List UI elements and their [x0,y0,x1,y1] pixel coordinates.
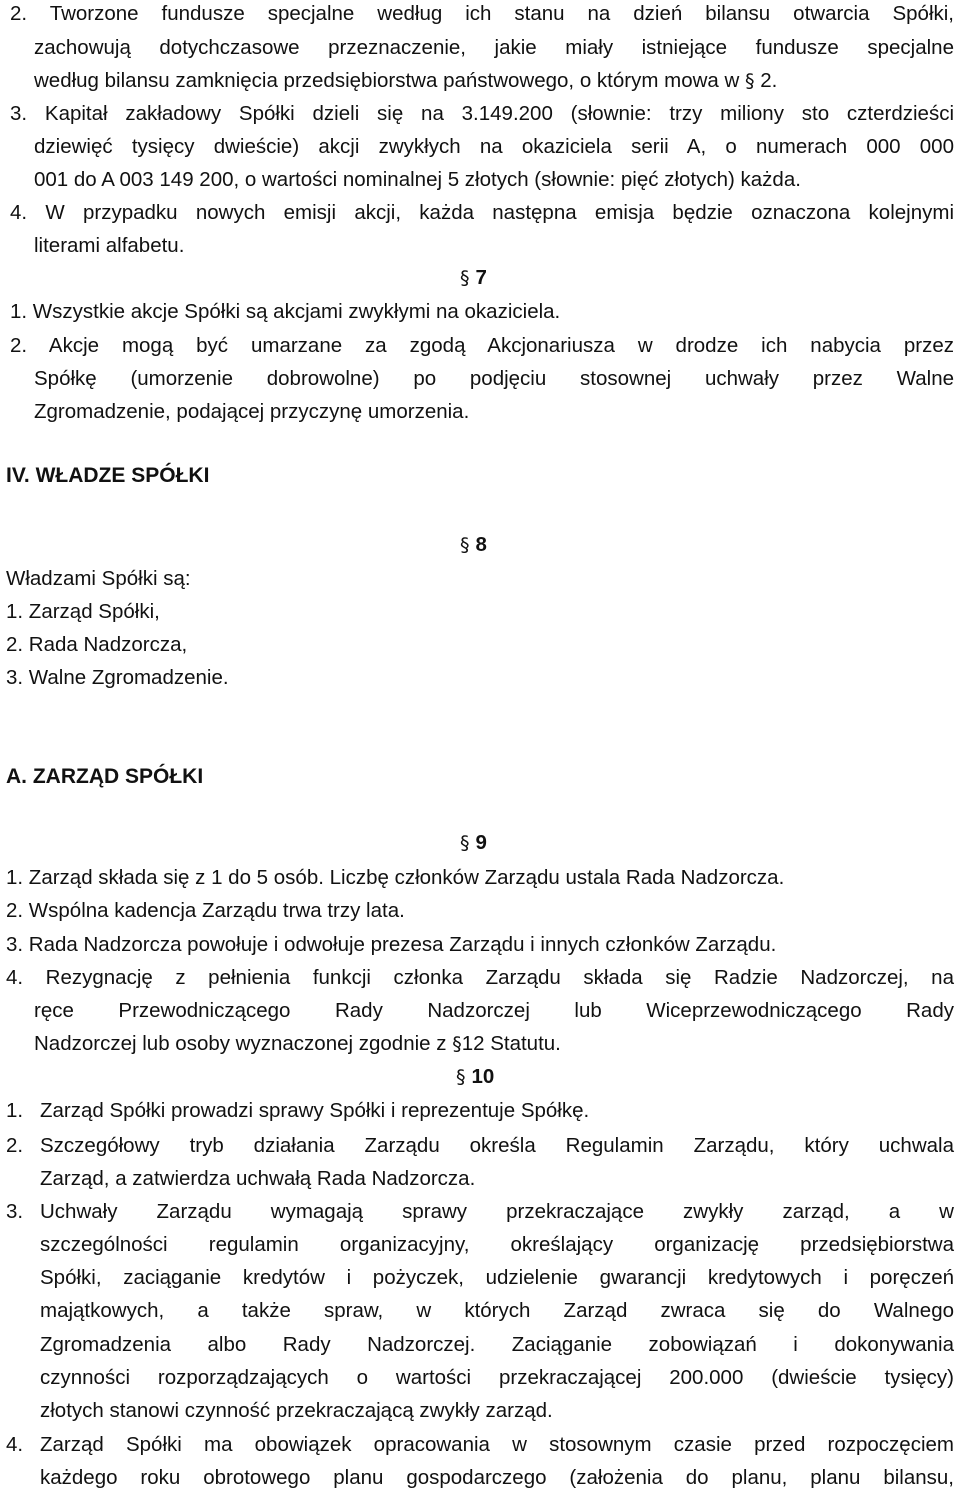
section-9-paragraph-1: 1. Zarząd składa się z 1 do 5 osób. Liczbę członków Zarządu ustala Rada Nadzorcza. [6,866,785,889]
section-10-paragraph-1-marker: 1. [6,1099,24,1122]
section-10-paragraph-3-line-6: czynności rozporządzających o wartości przekraczającej 200.000 (dwieście tysięcy) [40,1366,954,1389]
section-7-number: 7 [475,266,487,289]
section-10-paragraph-4-line-1: Zarząd Spółki ma obowiązek opracowania w stosownym czasie przed rozpoczęciem [40,1433,954,1456]
section-7-paragraph-1: 1. Wszystkie akcje Spółki są akcjami zwykłymi na okaziciela. [10,300,561,323]
section-8-heading [460,533,487,557]
section-symbol: § [745,70,755,92]
section-symbol: § [460,534,470,556]
section-10-paragraph-3-line-2: szczególności regulamin organizacyjny, określający organizację przedsiębiorstwa [40,1233,954,1256]
paragraph-3-line-3: 001 do A 003 149 200, o wartości nominalnej 5 złotych (słownie: pięć złotych) każda. [34,168,801,191]
paragraph-2-line-3-text: według bilansu zamknięcia przedsiębiorstwa państwowego, o którym mowa w [34,69,740,92]
paragraph-4-line-2: literami alfabetu. [34,234,185,257]
chapter-iv-title: IV. WŁADZE SPÓŁKI [6,464,210,487]
section-10-paragraph-3-line-3: Spółki, zaciąganie kredytów i pożyczek, udzielenie gwarancji kredytowych i poręczeń [40,1266,954,1289]
section-10-paragraph-4-marker: 4. [6,1433,24,1456]
section-10-paragraph-3-line-7: złotych stanowi czynność przekraczającą zwykły zarząd. [40,1399,553,1422]
section-9-paragraph-4-line-3-text: Nadzorczej lub osoby wyznaczonej zgodnie z [34,1032,447,1055]
paragraph-2-line-3 [34,69,777,93]
section-7-paragraph-2-line-2: Spółkę (umorzenie dobrowolne) po podjęciu stosownej uchwały przez Walne [34,367,954,390]
section-10-paragraph-2-line-2: Zarząd, a zatwierdza uchwałą Rada Nadzorcza. [40,1167,476,1190]
section-8-item-1: 1. Zarząd Spółki, [6,600,160,623]
section-10-paragraph-1-line-1: Zarząd Spółki prowadzi sprawy Spółki i reprezentuje Spółkę. [40,1099,590,1122]
section-9-paragraph-4-line-1: 4. Rezygnację z pełnienia funkcji członka Zarządu składa się Radzie Nadzorczej, na [6,966,954,989]
section-10-paragraph-2-marker: 2. [6,1134,24,1157]
section-10-paragraph-3-marker: 3. [6,1200,24,1223]
section-9-paragraph-4-reference: 12 Statutu. [461,1032,561,1055]
section-7-heading [460,266,487,290]
section-7-paragraph-2-line-1: 2. Akcje mogą być umarzane za zgodą Akcjonariusza w drodze ich nabycia przez [10,334,954,357]
section-9-number: 9 [475,831,487,854]
section-symbol: § [460,832,470,854]
section-symbol: § [452,1033,462,1055]
paragraph-3-line-2: dziewięć tysięcy dwieście) akcji zwykłych na okaziciela serii A, o numerach 000 000 [34,135,954,158]
section-10-paragraph-3-line-4: majątkowych, a także spraw, w których Zarząd zwraca się do Walnego [40,1299,954,1322]
section-10-paragraph-3-line-1: Uchwały Zarządu wymagają sprawy przekraczające zwykły zarząd, a w [40,1200,954,1223]
section-symbol: § [460,267,470,289]
paragraph-3-line-1: 3. Kapitał zakładowy Spółki dzieli się na 3.149.200 (słownie: trzy miliony sto czterdzieści [10,102,954,125]
section-7-paragraph-2-line-3: Zgromadzenie, podającej przyczynę umorzenia. [34,400,470,423]
section-a-title: A. ZARZĄD SPÓŁKI [6,765,204,788]
section-8-number: 8 [475,533,487,556]
paragraph-2-line-2: zachowują dotychczasowe przeznaczenie, jakie miały istniejące fundusze specjalne [34,36,954,59]
section-10-paragraph-2-line-1: Szczegółowy tryb działania Zarządu określa Regulamin Zarządu, który uchwala [40,1134,954,1157]
section-9-paragraph-2: 2. Wspólna kadencja Zarządu trwa trzy lata. [6,899,405,922]
section-8-item-2: 2. Rada Nadzorcza, [6,633,188,656]
paragraph-4-line-1: 4. W przypadku nowych emisji akcji, każda następna emisja będzie oznaczona kolejnymi [10,201,954,224]
section-symbol: § [456,1066,466,1088]
section-9-heading [460,831,487,855]
section-10-paragraph-4-line-2: każdego roku obrotowego planu gospodarczego (założenia do planu, planu bilansu, [40,1466,954,1489]
section-9-paragraph-4-line-3 [34,1032,561,1056]
paragraph-2-line-1: 2. Tworzone fundusze specjalne według ich stanu na dzień bilansu otwarcia Spółki, [10,2,954,25]
section-9-paragraph-4-line-2: ręce Przewodniczącego Rady Nadzorczej lub Wiceprzewodniczącego Rady [34,999,954,1022]
section-10-heading [456,1065,494,1089]
section-10-paragraph-3-line-5: Zgromadzenia albo Rady Nadzorczej. Zaciąganie zobowiązań i dokonywania [40,1333,954,1356]
section-8-item-3: 3. Walne Zgromadzenie. [6,666,229,689]
section-8-intro: Władzami Spółki są: [6,567,191,590]
section-9-paragraph-3: 3. Rada Nadzorcza powołuje i odwołuje prezesa Zarządu i innych członków Zarządu. [6,933,777,956]
section-10-number: 10 [471,1065,495,1088]
paragraph-2-reference: 2. [760,69,778,92]
